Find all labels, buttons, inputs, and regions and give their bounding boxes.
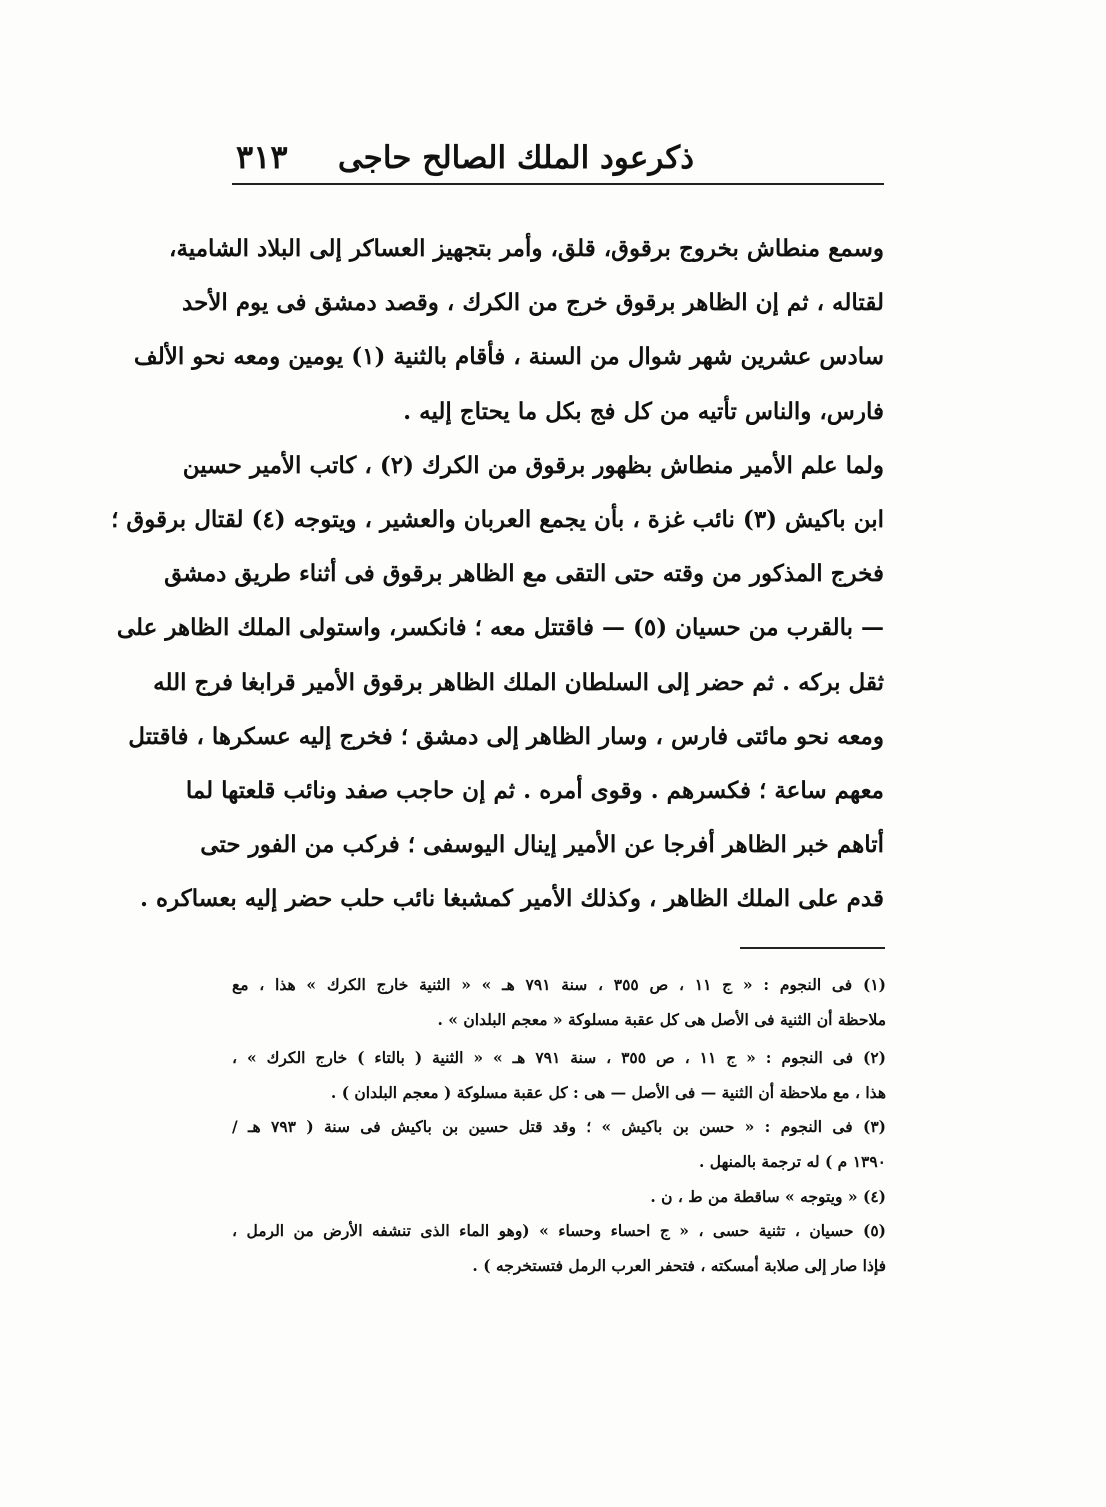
footnote-line: فإذا صار إلى صلابة أمسكته ، فتحفر العرب الرمل فتستخرجه ) . [472,1255,886,1275]
text-line: فارس، والناس تأتيه من كل فج بكل ما يحتاج إليه . [403,397,884,425]
main-text [111,222,884,926]
footnote-divider [740,947,885,949]
text-line: — بالقرب من حسيان (٥) — فاقتتل معه ؛ فانكسر، واستولى الملك الظاهر على [116,614,884,642]
running-title: ذكرعود الملك الصالح حاجى [337,140,694,176]
footnote-line: (٢) فى النجوم : « ج ١١ ، ص ٣٥٥ ، سنة ٧٩١ هـ » « الثنية ( بالتاء ) خارج الكرك » ، [232,1048,886,1068]
text-line: سادس عشرين شهر شوال من السنة ، فأقام بالثنية (١) يومين ومعه نحو الألف [133,343,884,371]
text-line: ابن باكيش (٣) نائب غزة ، بأن يجمع العربان والعشير ، ويتوجه (٤) لقتال برقوق ؛ [111,505,884,533]
text-line: فخرج المذكور من وقته حتى التقى مع الظاهر برقوق فى أثناء طريق دمشق [164,560,884,588]
running-header [232,132,882,182]
page-number: ٣١٣ [236,138,288,176]
header-divider [232,183,884,185]
footnote-line: ملاحظة أن الثنية فى الأصل هى كل عقبة مسلوكة « معجم البلدان » . [437,1009,886,1029]
text-line: أتاهم خبر الظاهر أفرجا عن الأمير إينال اليوسفى ؛ فركب من الفور حتى [200,831,884,859]
text-line: ومعه نحو مائتى فارس ، وسار الظاهر إلى دمشق ؛ فخرج إليه عسكرها ، فاقتتل [128,722,884,750]
footnote-line: (٤) « ويتوجه » ساقطة من ط ، ن . [650,1186,886,1206]
text-line: ولما علم الأمير منطاش بظهور برقوق من الكرك (٢) ، كاتب الأمير حسين [182,451,884,479]
footnote-line: (٣) فى النجوم : « حسن بن باكيش » ؛ وقد قتل حسين بن باكيش فى سنة ( ٧٩٣ هـ / [232,1117,887,1137]
text-line: معهم ساعة ؛ فكسرهم . وقوى أمره . ثم إن حاجب صفد ونائب قلعتها لما [185,776,884,804]
text-line: قدم على الملك الظاهر ، وكذلك الأمير كمشبغا نائب حلب حضر إليه بعساكره . [140,885,884,913]
text-line: وسمع منطاش بخروج برقوق، قلق، وأمر بتجهيز العساكر إلى البلاد الشامية، [169,235,884,262]
footnote-line: (١) فى النجوم : « ج ١١ ، ص ٣٥٥ ، سنة ٧٩١ هـ » « الثنية خارج الكرك » هذا ، مع [232,975,886,994]
footnote-line: (٥) حسيان ، تثنية حسى ، « ج احساء وحساء » (وهو الماء الذى تنشفه الأرض من الرمل ، [232,1221,886,1241]
footnote-line: ١٣٩٠ م ) له ترجمة بالمنهل . [698,1151,886,1171]
text-line: ثقل بركه . ثم حضر إلى السلطان الملك الظاهر برقوق الأمير قرابغا فرج الله [153,668,884,696]
footnotes [232,968,886,1283]
footnote-line: هذا ، مع ملاحظة أن الثنية — فى الأصل — هى : كل عقبة مسلوكة ( معجم البلدان ) . [330,1082,886,1102]
text-line: لقتاله ، ثم إن الظاهر برقوق خرج من الكرك ، وقصد دمشق فى يوم الأحد [182,289,884,317]
